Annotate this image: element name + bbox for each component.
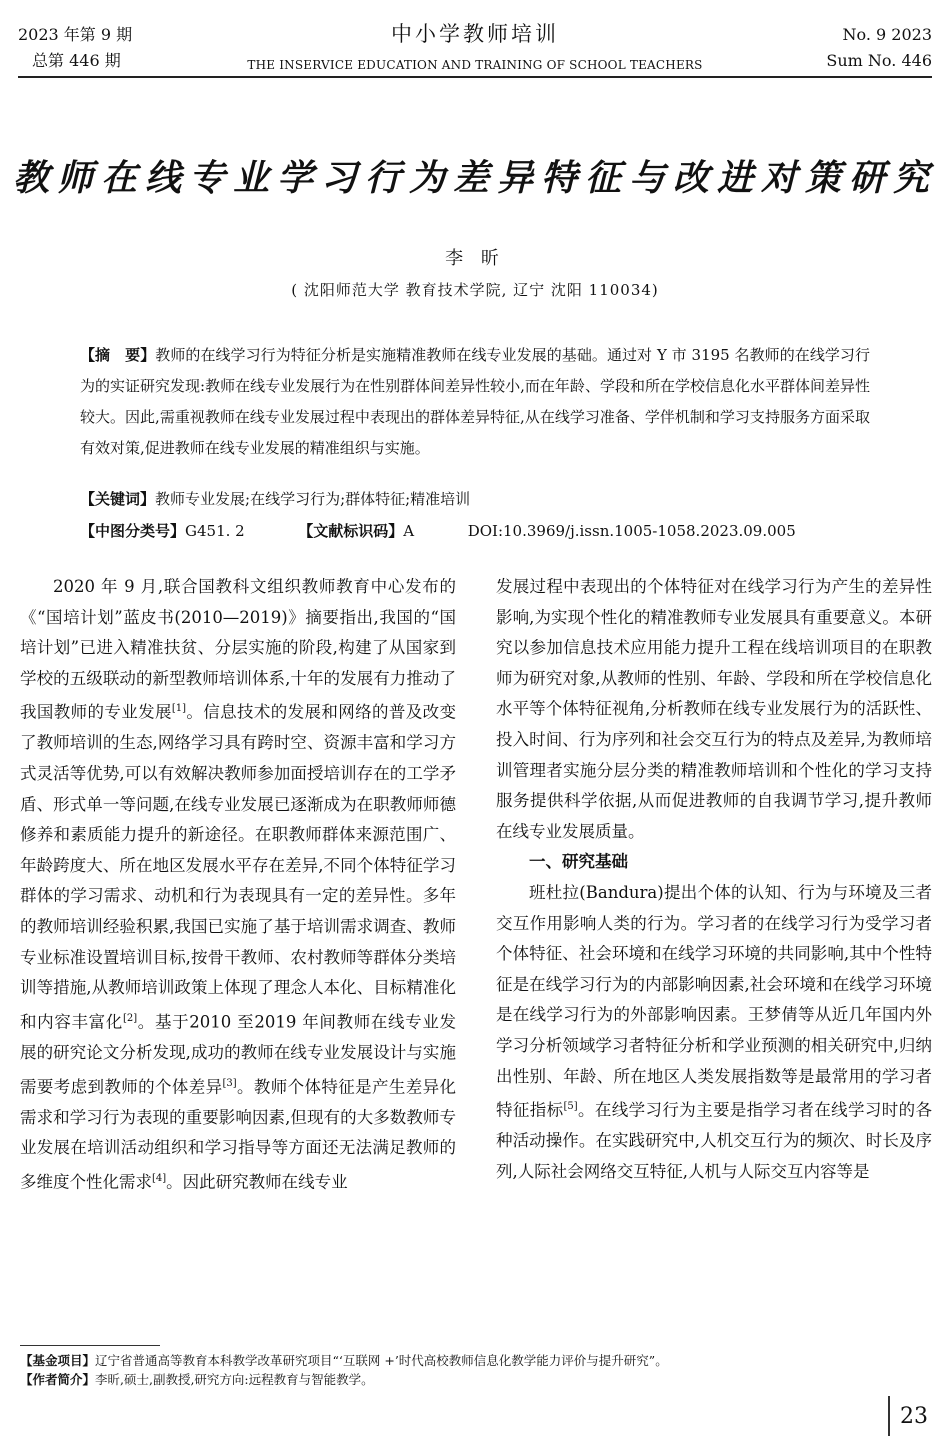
body-text: 2020 年 9 月,联合国教科文组织教师教育中心发布的《“国培计划”蓝皮书(2010—2019)》摘要指出,我国的“国培计划”已进入精准扶贫、分层实施的阶段,构建了从国家到学校的五级联动的新型教师培训体系,十年的发展有力推动了我国教师的专业发展 bbox=[20, 577, 456, 722]
section-heading: 一、研究基础 bbox=[529, 852, 628, 872]
classification-line bbox=[80, 516, 870, 547]
author-affiliation: ( 沈阳师范大学 教育技术学院, 辽宁 沈阳 110034) bbox=[291, 281, 659, 299]
body-text: 。在线学习行为主要是指学习者在线学习时的各种活动操作。在实践研究中,人机交互行为的频次、时长及序列,人际社会网络交互特征,人机与人际交互内容等是 bbox=[496, 1100, 933, 1181]
body-text: 。教师个体特征是产生差异化需求和学习行为表现的重要影响因素,但现有的大多数教师专业发展在培训活动组织和学习指导等方面还无法满足教师的多维度个性化需求 bbox=[20, 1077, 457, 1192]
keywords-label: 【关键词】 bbox=[80, 490, 156, 508]
body-paragraph bbox=[20, 572, 456, 1198]
citation-ref: [1] bbox=[171, 703, 187, 715]
journal-masthead bbox=[200, 18, 750, 72]
citation-ref: [4] bbox=[152, 1172, 167, 1184]
abstract bbox=[80, 340, 870, 464]
keywords bbox=[80, 484, 470, 515]
issue-number-en: No. 9 2023 bbox=[842, 25, 932, 44]
author-bio-text: 李昕,硕士,副教授,研究方向:远程教育与智能教学。 bbox=[95, 1372, 374, 1387]
page-number: 23 bbox=[888, 1402, 928, 1432]
journal-title-en: THE INSERVICE EDUCATION AND TRAINING OF SCHOOL TEACHERS bbox=[247, 58, 703, 72]
fund-note bbox=[20, 1351, 920, 1370]
body-paragraph: 发展过程中表现出的个体特征对在线学习行为产生的差异性影响,为实现个性化的精准教师专业发展具有重要意义。本研究以参加信息技术应用能力提升工程在线培训项目的在职教师为研究对象,从教师的性别、年龄、学段和所在学校信息化水平等个体特征视角,分析教师在线专业发展行为的活跃性、投入时间、行为序列和社会交互行为的特点及差异,为教师培训管理者实施分层分类的精准教师培训和个性化的学习支持服务提供科学依据,从而促进教师的自我调节学习,提升教师在线专业发展质量。 bbox=[496, 577, 932, 841]
issue-sum-en: Sum No. 446 bbox=[826, 51, 932, 70]
issue-year-number: 2023 年第 9 期 bbox=[18, 25, 133, 44]
journal-title-cn: 中小学教师培训 bbox=[391, 22, 559, 46]
footnote-rule bbox=[20, 1345, 160, 1346]
body-text: 。因此研究教师在线专业 bbox=[166, 1172, 348, 1192]
issue-info-right bbox=[826, 22, 932, 74]
body-paragraph bbox=[496, 878, 932, 1187]
keywords-text: 教师专业发展;在线学习行为;群体特征;精准培训 bbox=[155, 490, 471, 508]
abstract-text: 教师的在线学习行为特征分析是实施精准教师在线专业发展的基础。通过对 Y 市 3195 名教师的在线学习行为的实证研究发现:教师在线专业发展行为在性别群体间差异性较小,而在年龄、学段和所在学校信息化水平群体间差异性较大。因此,需重视教师在线专业发展过程中表现出的群体差异特征,从在线学习准备、学伴机制和学习支持服务方面采取有效对策,促进教师在线专业发展的精准组织与实施。 bbox=[80, 346, 870, 457]
abstract-label: 【摘 要】 bbox=[80, 346, 156, 364]
article-author: 李 昕 bbox=[445, 248, 505, 269]
footnotes bbox=[20, 1351, 920, 1389]
fund-label: 【基金项目】 bbox=[20, 1353, 96, 1368]
author-bio-label: 【作者简介】 bbox=[20, 1372, 96, 1387]
body-text: 。信息技术的发展和网络的普及改变了教师培训的生态,网络学习具有跨时空、资源丰富和学习方式灵活等优势,可以有效解决教师参加面授培训存在的工学矛盾、形式单一等问题,在线专业发展已逐渐成为在职教师师德修养和素质能力提升的新途径。在职教师群体来源范围广、年龄跨度大、所在地区发展水平存在差异,不同个体特征学习群体的学习需求、动机和行为表现具有一定的差异性。多年的教师培训经验积累,我国已实施了基于培训需求调查、教师专业标准设置培训目标,按骨干教师、农村教师等群体分类培训等措施,从教师培训政策上体现了理念人本化、目标精准化和内容丰富化 bbox=[20, 702, 457, 1032]
doc-code-label: 【文献标识码】 bbox=[298, 522, 404, 540]
body-text: 。基于2010 至2019 年间教师在线专业发展的研究论文分析发现,成功的教师在线专业发展设计与实施需要考虑到教师的个体差异 bbox=[20, 1012, 457, 1096]
citation-ref: [3] bbox=[222, 1077, 237, 1089]
header-rule bbox=[18, 76, 932, 78]
fund-text: 辽宁省普通高等教育本科教学改革研究项目“‘互联网 +’时代高校教师信息化教学能力评价与提升研究”。 bbox=[95, 1353, 668, 1368]
body-column-left bbox=[20, 572, 456, 1198]
citation-ref: [5] bbox=[563, 1101, 578, 1113]
issue-info-left bbox=[18, 22, 132, 74]
doi: DOI:10.3969/j.issn.1005-1058.2023.09.005 bbox=[467, 522, 796, 540]
article-title: 教师在线专业学习行为差异特征与改进对策研究 bbox=[12, 158, 937, 199]
issue-total-number: 总第 446 期 bbox=[32, 51, 121, 70]
author-note bbox=[20, 1370, 920, 1389]
body-column-right bbox=[496, 572, 932, 1187]
clc-label: 【中图分类号】 bbox=[80, 522, 186, 540]
body-text: 班杜拉(Bandura)提出个体的认知、行为与环境及三者交互作用影响人类的行为。学习者的在线学习行为受学习者个体特征、社会环境和在线学习环境的共同影响,其中个性特征是在线学习行为的内部影响因素,社会环境和在线学习环境是在线学习行为的外部影响因素。王梦倩等从近几年国内外学习分析领域学习者特征分析和学业预测的相关研究中,归纳出性别、年龄、所在地区人类发展指数等是最常用的学习者特征指标 bbox=[496, 882, 932, 1120]
doc-code-value: A bbox=[403, 522, 415, 540]
citation-ref: [2] bbox=[122, 1012, 138, 1024]
clc-value: G451. 2 bbox=[185, 522, 245, 540]
